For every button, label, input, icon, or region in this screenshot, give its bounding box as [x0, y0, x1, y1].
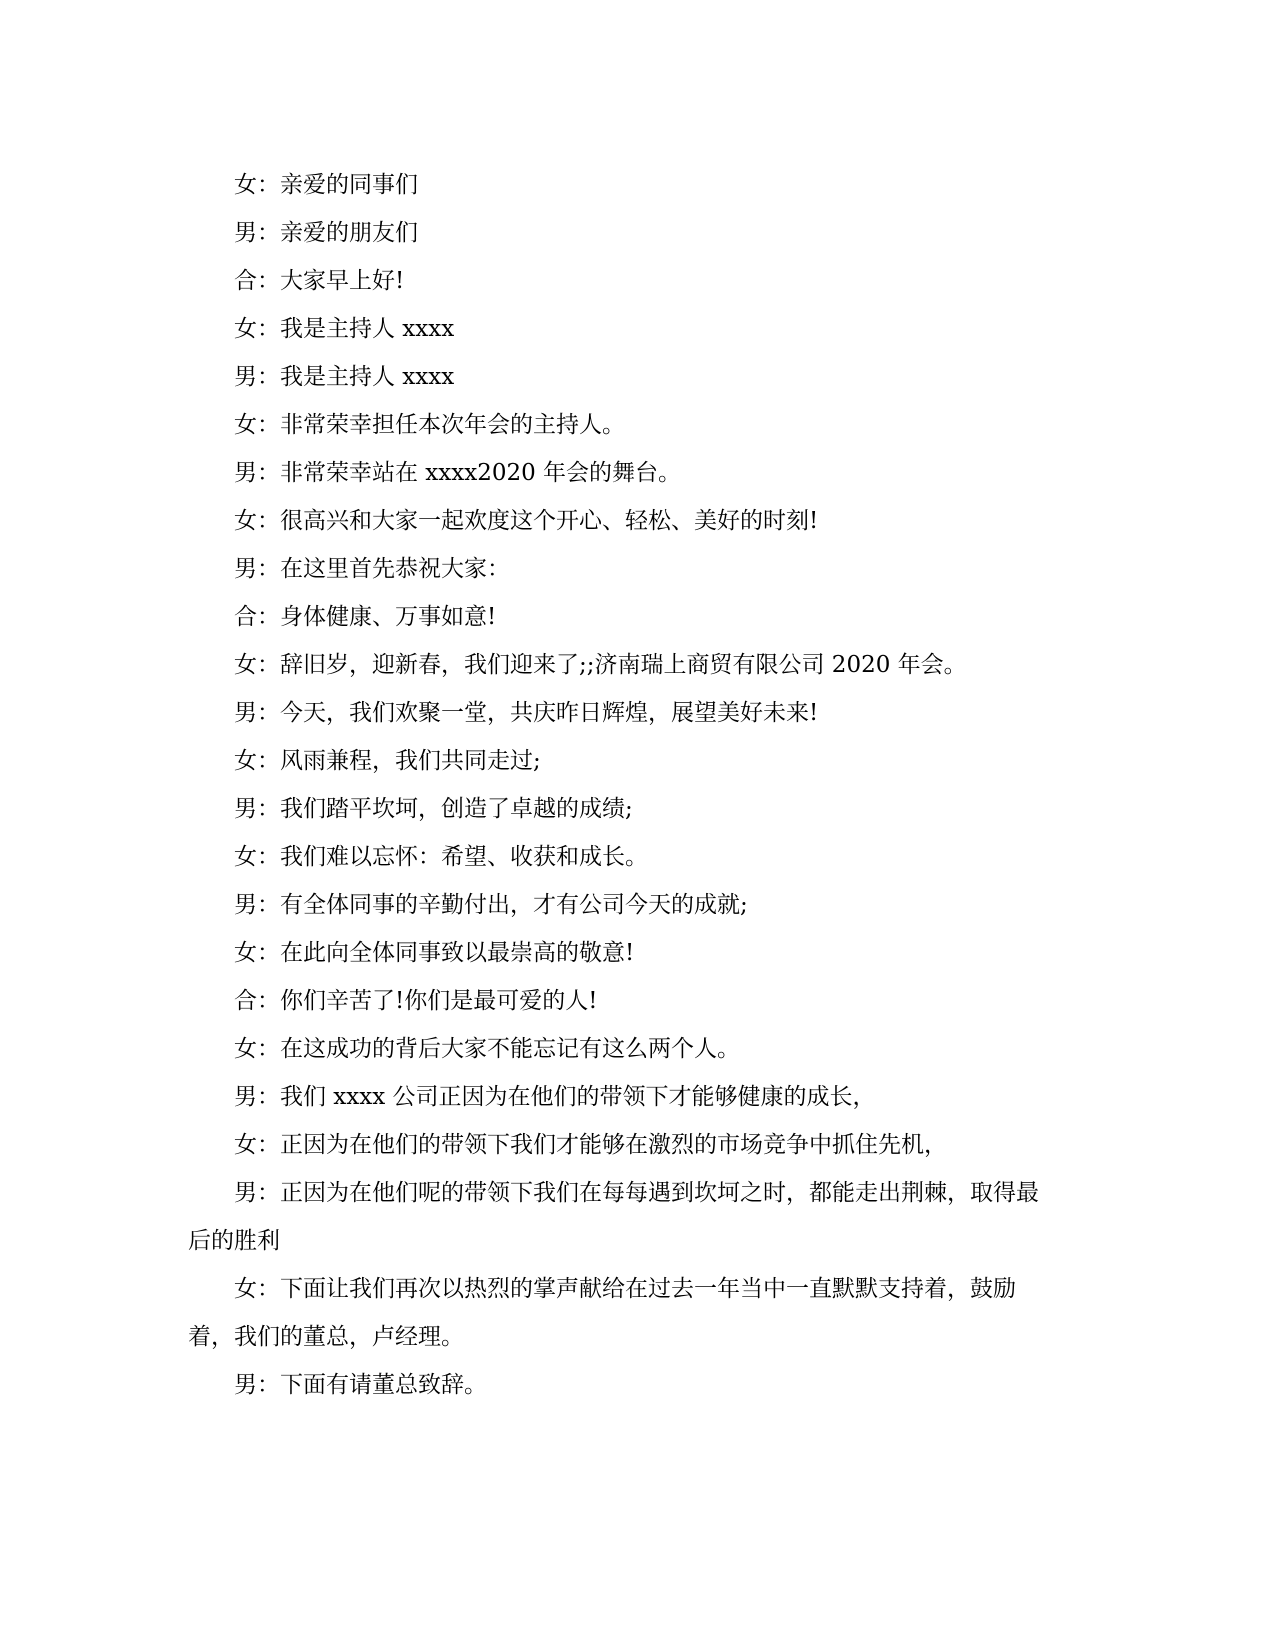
- paragraph-21: 女：正因为在他们的带领下我们才能够在激烈的市场竞争中抓住先机，: [234, 1132, 947, 1158]
- paragraph-15: 女：我们难以忘怀：希望、收获和成长。: [234, 844, 648, 870]
- paragraph-14: 男：我们踏平坎坷，创造了卓越的成绩;: [234, 796, 633, 822]
- paragraph-19: 女：在这成功的背后大家不能忘记有这么两个人。: [234, 1036, 740, 1062]
- paragraph-2: 男：亲爱的朋友们: [234, 220, 418, 246]
- paragraph-10: 合：身体健康、万事如意!: [234, 604, 497, 630]
- paragraph-22: 男：正因为在他们呢的带领下我们在每每遇到坎坷之时，都能走出荆棘，取得最后的胜利: [188, 1180, 1039, 1254]
- paragraph-7: 男：非常荣幸站在 xxxx2020 年会的舞台。: [234, 460, 682, 486]
- paragraph-20: 男：我们 xxxx 公司正因为在他们的带领下才能够健康的成长，: [234, 1084, 876, 1110]
- paragraph-4: 女：我是主持人 xxxx: [234, 316, 455, 342]
- paragraph-3: 合：大家早上好!: [234, 268, 405, 294]
- paragraph-11: 女：辞旧岁，迎新春，我们迎来了;;济南瑞上商贸有限公司 2020 年会。: [234, 652, 967, 678]
- paragraph-13: 女：风雨兼程，我们共同走过;: [234, 748, 541, 774]
- paragraph-12: 男：今天，我们欢聚一堂，共庆昨日辉煌，展望美好未来!: [234, 700, 819, 726]
- paragraph-9: 男：在这里首先恭祝大家：: [234, 556, 510, 582]
- paragraph-8: 女：很高兴和大家一起欢度这个开心、轻松、美好的时刻!: [234, 508, 819, 534]
- document-body: [188, 161, 1058, 1409]
- paragraph-1: 女：亲爱的同事们: [234, 172, 418, 198]
- paragraph-6: 女：非常荣幸担任本次年会的主持人。: [234, 412, 625, 438]
- paragraph-17: 女：在此向全体同事致以最崇高的敬意!: [234, 940, 635, 966]
- paragraph-16: 男：有全体同事的辛勤付出，才有公司今天的成就;: [234, 892, 748, 918]
- paragraph-5: 男：我是主持人 xxxx: [234, 364, 455, 390]
- paragraph-18: 合：你们辛苦了!你们是最可爱的人!: [234, 988, 598, 1014]
- paragraph-24: 男：下面有请董总致辞。: [234, 1372, 487, 1398]
- paragraph-23: 女：下面让我们再次以热烈的掌声献给在过去一年当中一直默默支持着，鼓励着，我们的董总，卢经理。: [188, 1276, 1016, 1350]
